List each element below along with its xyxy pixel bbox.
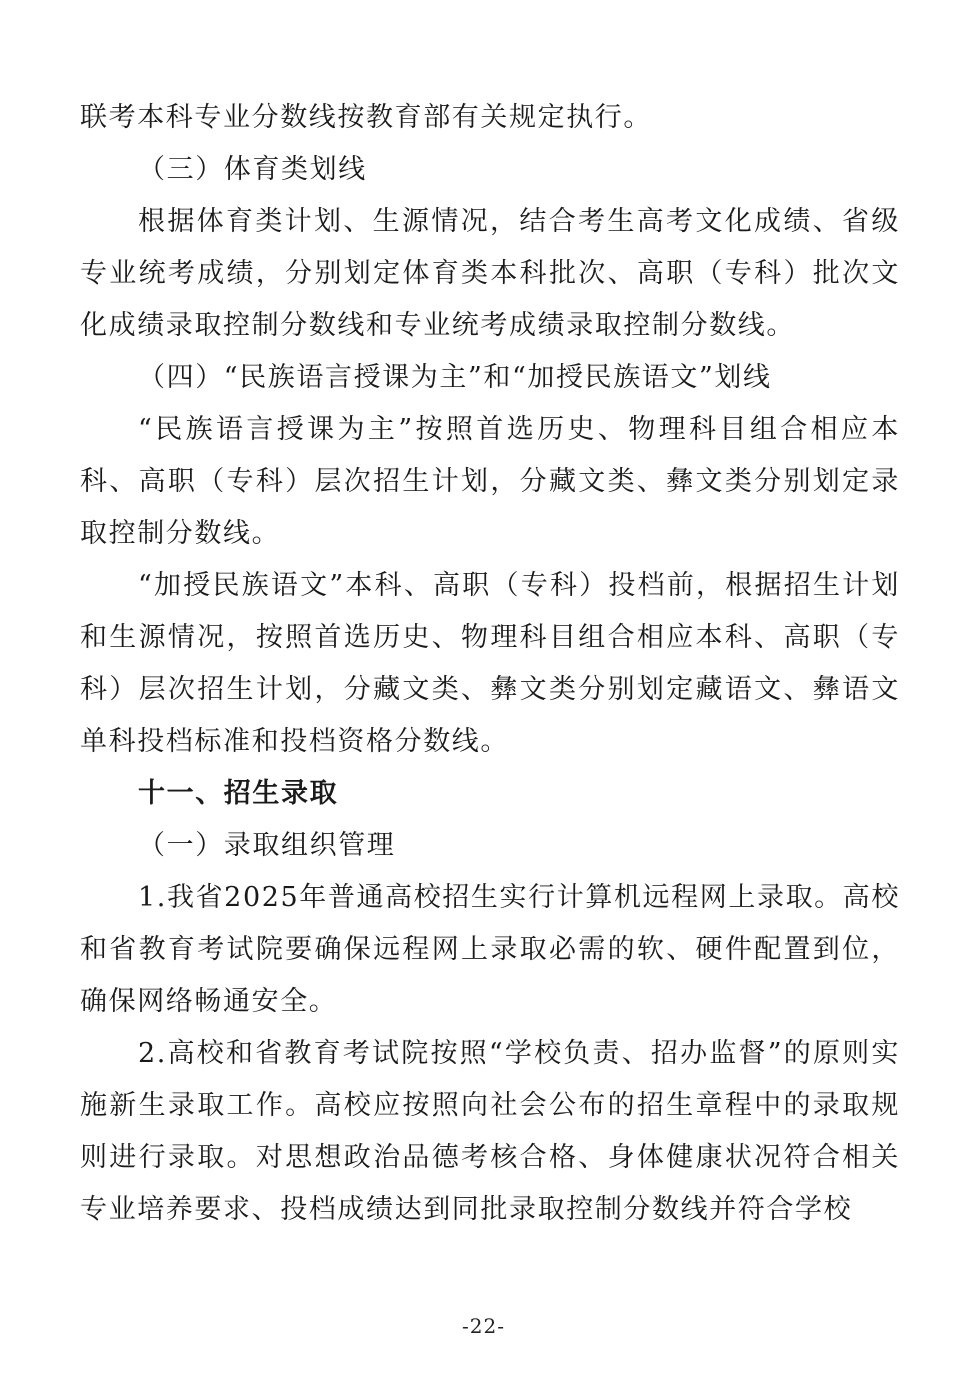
subheading-sports-cutoff: （三）体育类划线 [138, 154, 367, 185]
paragraph-continuation: 联考本科专业分数线按教育部有关规定执行。 [80, 102, 652, 133]
paragraph-ethnic-language-main: “民族语言授课为主”按照首选历史、物理科目组合相应本科、高职（专科）层次招生计划，分藏文类、彝文类分别划定录取控制分数线。 [80, 414, 900, 549]
paragraph-ethnic-language-added: “加授民族语文”本科、高职（专科）投档前，根据招生计划和生源情况，按照首选历史、物理科目组合相应本科、高职（专科）层次招生计划，分藏文类、彝文类分别划定藏语文、彝语文单科投档标准和投档资格分数线。 [80, 570, 900, 757]
heading-admission: 十一、招生录取 [138, 778, 339, 809]
paragraph-admission-principle: 2.高校和省教育考试院按照“学校负责、招办监督”的原则实施新生录取工作。高校应按照向社会公布的招生章程中的录取规则进行录取。对思想政治品德考核合格、身体健康状况符合相关专业培养要求、投档成绩达到同批录取控制分数线并符合学校 [80, 1038, 900, 1225]
paragraph-sports-cutoff: 根据体育类计划、生源情况，结合考生高考文化成绩、省级专业统考成绩，分别划定体育类本科批次、高职（专科）批次文化成绩录取控制分数线和专业统考成绩录取控制分数线。 [80, 206, 900, 341]
page-number: -22- [462, 1314, 505, 1338]
paragraph-remote-admission: 1.我省2025年普通高校招生实行计算机远程网上录取。高校和省教育考试院要确保远程网上录取必需的软、硬件配置到位，确保网络畅通安全。 [80, 882, 900, 1017]
subheading-admission-management: （一）录取组织管理 [138, 830, 396, 861]
subheading-ethnic-language: （四）“民族语言授课为主”和“加授民族语文”划线 [138, 362, 772, 393]
document-body [80, 92, 900, 1236]
